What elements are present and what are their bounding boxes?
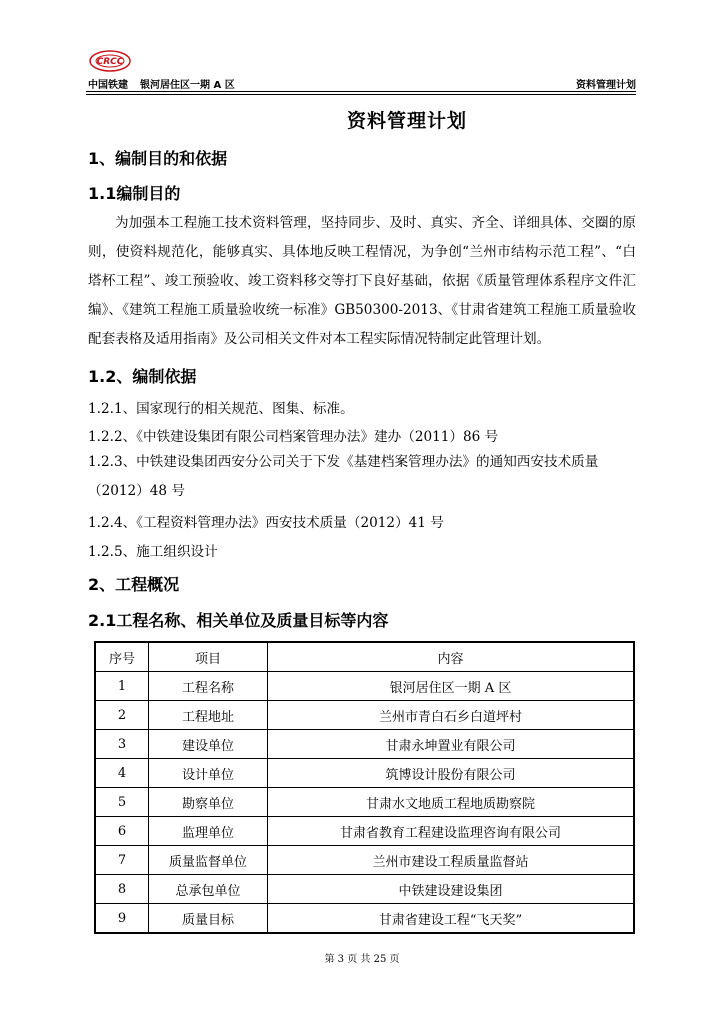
basis-item: 1.2.3、中铁建设集团西安分公司关于下发《基建档案管理办法》的通知西安技术质量（2012）48 号 — [88, 454, 599, 499]
basis-item: 1.2.1、国家现行的相关规范、图集、标准。 — [88, 401, 354, 417]
table-row — [95, 788, 634, 817]
logo-text: CRCC — [96, 57, 124, 67]
cell-item: 质量目标 — [149, 904, 268, 934]
cell-index: 7 — [95, 846, 149, 875]
project-info-table — [94, 641, 635, 934]
cell-index: 1 — [95, 672, 149, 701]
cell-item: 工程名称 — [149, 672, 268, 701]
cell-index: 2 — [95, 701, 149, 730]
basis-item: 1.2.2、《中铁建设集团有限公司档案管理办法》建办（2011）86 号 — [88, 429, 499, 445]
basis-item: 1.2.4、《工程资料管理办法》西安技术质量（2012）41 号 — [88, 515, 444, 531]
cell-content: 甘肃永坤置业有限公司 — [268, 730, 635, 759]
cell-index: 5 — [95, 788, 149, 817]
table-row — [95, 701, 634, 730]
header-rule — [86, 91, 636, 92]
cell-item: 总承包单位 — [149, 875, 268, 904]
cell-item: 监理单位 — [149, 817, 268, 846]
table-row — [95, 904, 634, 934]
table-row — [95, 817, 634, 846]
cell-content: 甘肃省教育工程建设监理咨询有限公司 — [268, 817, 635, 846]
cell-content: 兰州市建设工程质量监督站 — [268, 846, 635, 875]
cell-item: 工程地址 — [149, 701, 268, 730]
heading-section-1-1: 1.1编制目的 — [88, 184, 181, 203]
cell-content: 中铁建设建设集团 — [268, 875, 635, 904]
header-company: 中国铁建 — [88, 80, 128, 91]
cell-content: 筑博设计股份有限公司 — [268, 759, 635, 788]
cell-index: 3 — [95, 730, 149, 759]
table-row — [95, 846, 634, 875]
table-row — [95, 730, 634, 759]
page-title: 资料管理计划 — [346, 110, 467, 132]
heading-section-2-1: 2.1工程名称、相关单位及质量目标等内容 — [88, 611, 389, 630]
table-row — [95, 875, 634, 904]
column-header-item: 项目 — [149, 642, 268, 672]
table-row — [95, 672, 634, 701]
cell-item: 勘察单位 — [149, 788, 268, 817]
cell-index: 9 — [95, 904, 149, 934]
heading-section-1-2: 1.2、编制依据 — [88, 367, 197, 386]
cell-content: 甘肃省建设工程“飞天奖” — [268, 904, 635, 934]
cell-content: 银河居住区一期 A 区 — [268, 672, 635, 701]
cell-item: 设计单位 — [149, 759, 268, 788]
cell-index: 4 — [95, 759, 149, 788]
column-header-index: 序号 — [95, 642, 149, 672]
column-header-content: 内容 — [268, 642, 635, 672]
heading-section-1: 1、编制目的和依据 — [88, 149, 228, 168]
purpose-paragraph: 为加强本工程施工技术资料管理，坚持同步、及时、真实、齐全、详细具体、交圈的原则，使资料规范化，能够真实、具体地反映工程情况，为争创“兰州市结构示范工程”、“白塔杯工程”、竣工预验收、竣工资料移交等打下良好基础，依据《质量管理体系程序文件汇编》、《建筑工程施工质量验收统一标准》GB50300-2013、《甘肃省建筑工程施工质量验收配套表格及适用指南》及公司相关文件对本工程实际情况特制定此管理计划。 — [88, 215, 636, 347]
header-project: 银河居住区一期 A 区 — [140, 80, 235, 91]
table-row — [95, 759, 634, 788]
heading-section-2: 2、工程概况 — [88, 575, 180, 594]
cell-item: 建设单位 — [149, 730, 268, 759]
header-doc-title: 资料管理计划 — [576, 80, 636, 91]
cell-index: 6 — [95, 817, 149, 846]
table-header-row — [95, 642, 634, 672]
cell-content: 甘肃水文地质工程地质勘察院 — [268, 788, 635, 817]
cell-index: 8 — [95, 875, 149, 904]
cell-item: 质量监督单位 — [149, 846, 268, 875]
cell-content: 兰州市青白石乡白道坪村 — [268, 701, 635, 730]
header-rule-secondary — [86, 94, 636, 95]
basis-item: 1.2.5、施工组织设计 — [88, 544, 218, 560]
page-number: 第 3 页 共 25 页 — [324, 954, 400, 965]
crcc-logo — [88, 50, 132, 72]
